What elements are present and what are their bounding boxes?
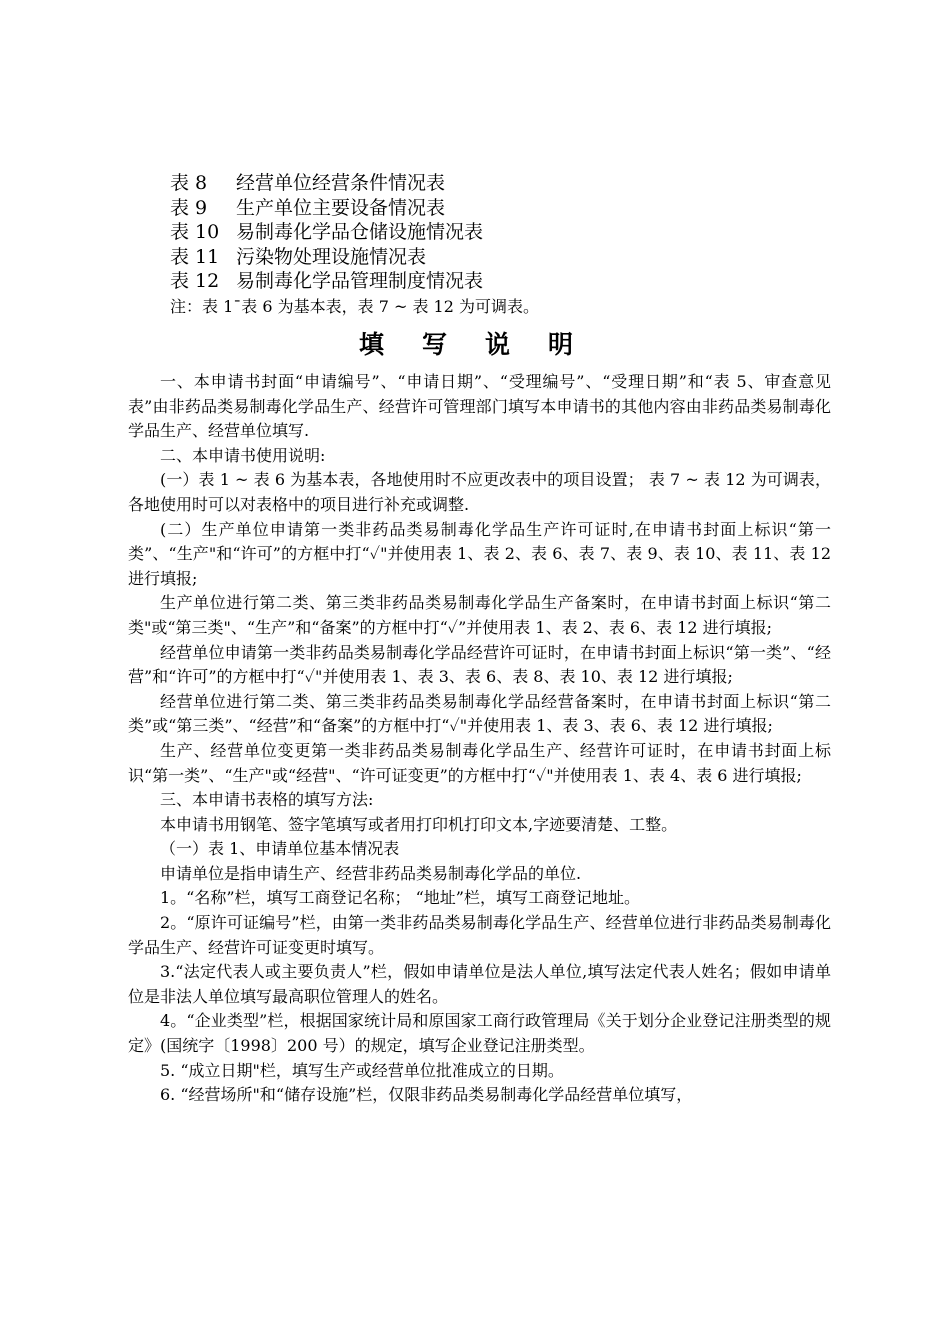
paragraph: 本申请书用钢笔、签字笔填写或者用打印机打印文本,字迹要清楚、工整。: [160, 814, 678, 834]
paragraph: 生产、经营单位变更第一类非药品类易制毒化学品生产、经营许可证时，在申请书封面上标识“第一类”、“生产"或“经营"、“许可证变更”的方框中打“✓"并使用表 1、表 4、表 6 进行填报;: [128, 740, 831, 785]
table-number: 表 8: [170, 172, 208, 194]
paragraph: 生产单位进行第二类、第三类非药品类易制毒化学品生产备案时，在申请书封面上标识“第二类"或“第三类"、“生产”和“备案”的方框中打“✓”并使用表 1、表 2、表 6、表 12 进行填报;: [128, 593, 831, 637]
table-title: 经营单位经营条件情况表: [236, 172, 446, 194]
paragraph: (二）生产单位申请第一类非药品类易制毒化学品生产许可证时,在申请书封面上标识“第一类”、“生产"和“许可”的方框中打“✓"并使用表 1、表 2、表 6、表 7、表 9、表 10、表 11、表 12 进行填报;: [128, 519, 831, 588]
table-number: 表 12: [170, 270, 220, 292]
table-list: [170, 171, 830, 318]
table-number: 表 9: [170, 196, 208, 219]
table-list-item: [170, 245, 830, 270]
table-title: 污染物处理设施情况表: [236, 245, 427, 268]
paragraph: 一、本申请书封面“申请编号”、“申请日期”、“受理编号”、“受理日期”和“表 5、审查意见表”由非药品类易制毒化学品生产、经营许可管理部门填写本申请书的其他内容由非药品类易制毒化学品生产、经营单位填写.: [128, 372, 831, 441]
table-list-item: [170, 269, 830, 294]
table-title: 生产单位主要设备情况表: [236, 196, 446, 219]
paragraph: 经营单位申请第一类非药品类易制毒化学品经营许可证时，在申请书封面上标识“第一类”、“经营”和“许可”的方框中打“✓"并使用表 1、表 3、表 6、表 8、表 10、表 12 进行填报;: [128, 642, 831, 687]
paragraph: 二、本申请书使用说明:: [160, 445, 326, 465]
paragraph: 2。“原许可证编号”栏，由第一类非药品类易制毒化学品生产、经营单位进行非药品类易制毒化学品生产、经营许可证变更时填写。: [128, 913, 831, 957]
paragraph: (一）表 1 ~ 表 6 为基本表，各地使用时不应更改表中的项目设置； 表 7 ~ 表 12 为可调表，各地使用时可以对表格中的项目进行补充或调整.: [128, 470, 831, 514]
paragraph: 4。“企业类型”栏，根据国家统计局和原国家工商行政管理局《关于划分企业登记注册类型的规定》(国统字〔1998〕200 号）的规定，填写企业登记注册类型。: [128, 1011, 831, 1056]
paragraph: 6. “经营场所"和“储存设施”栏，仅限非药品类易制毒化学品经营单位填写，: [160, 1085, 693, 1105]
table-number: 表 11: [170, 245, 220, 268]
instructions-body: [128, 370, 831, 1108]
table-note: 注：表 1¯表 6 为基本表，表 7 ~ 表 12 为可调表。: [170, 296, 539, 316]
table-title: 易制毒化学品仓储设施情况表: [236, 221, 484, 243]
paragraph: 3.“法定代表人或主要负责人”栏，假如申请单位是法人单位,填写法定代表人姓名；假如申请单位是非法人单位填写最高职位管理人的姓名。: [128, 962, 831, 1006]
table-number: 表 10: [170, 221, 220, 243]
paragraph: 1。“名称”栏，填写工商登记名称； “地址”栏，填写工商登记地址。: [160, 888, 640, 908]
paragraph: 经营单位进行第二类、第三类非药品类易制毒化学品经营备案时，在申请书封面上标识“第二类”或“第三类”、“经营”和“备案”的方框中打“✓"并使用表 1、表 3、表 6、表 12 进行填报;: [128, 691, 831, 736]
paragraph: 5. “成立日期"栏，填写生产或经营单位批准成立的日期。: [160, 1060, 564, 1080]
table-list-item: [170, 196, 830, 221]
paragraph: 申请单位是指申请生产、经营非药品类易制毒化学品的单位.: [160, 863, 582, 883]
paragraph: （一）表 1、申请单位基本情况表: [160, 839, 400, 859]
table-title: 易制毒化学品管理制度情况表: [236, 270, 484, 292]
section-heading: 填写说明: [358, 330, 611, 359]
table-list-item: [170, 220, 830, 245]
paragraph: 三、本申请书表格的填写方法:: [160, 790, 374, 810]
table-list-item: [170, 171, 830, 196]
